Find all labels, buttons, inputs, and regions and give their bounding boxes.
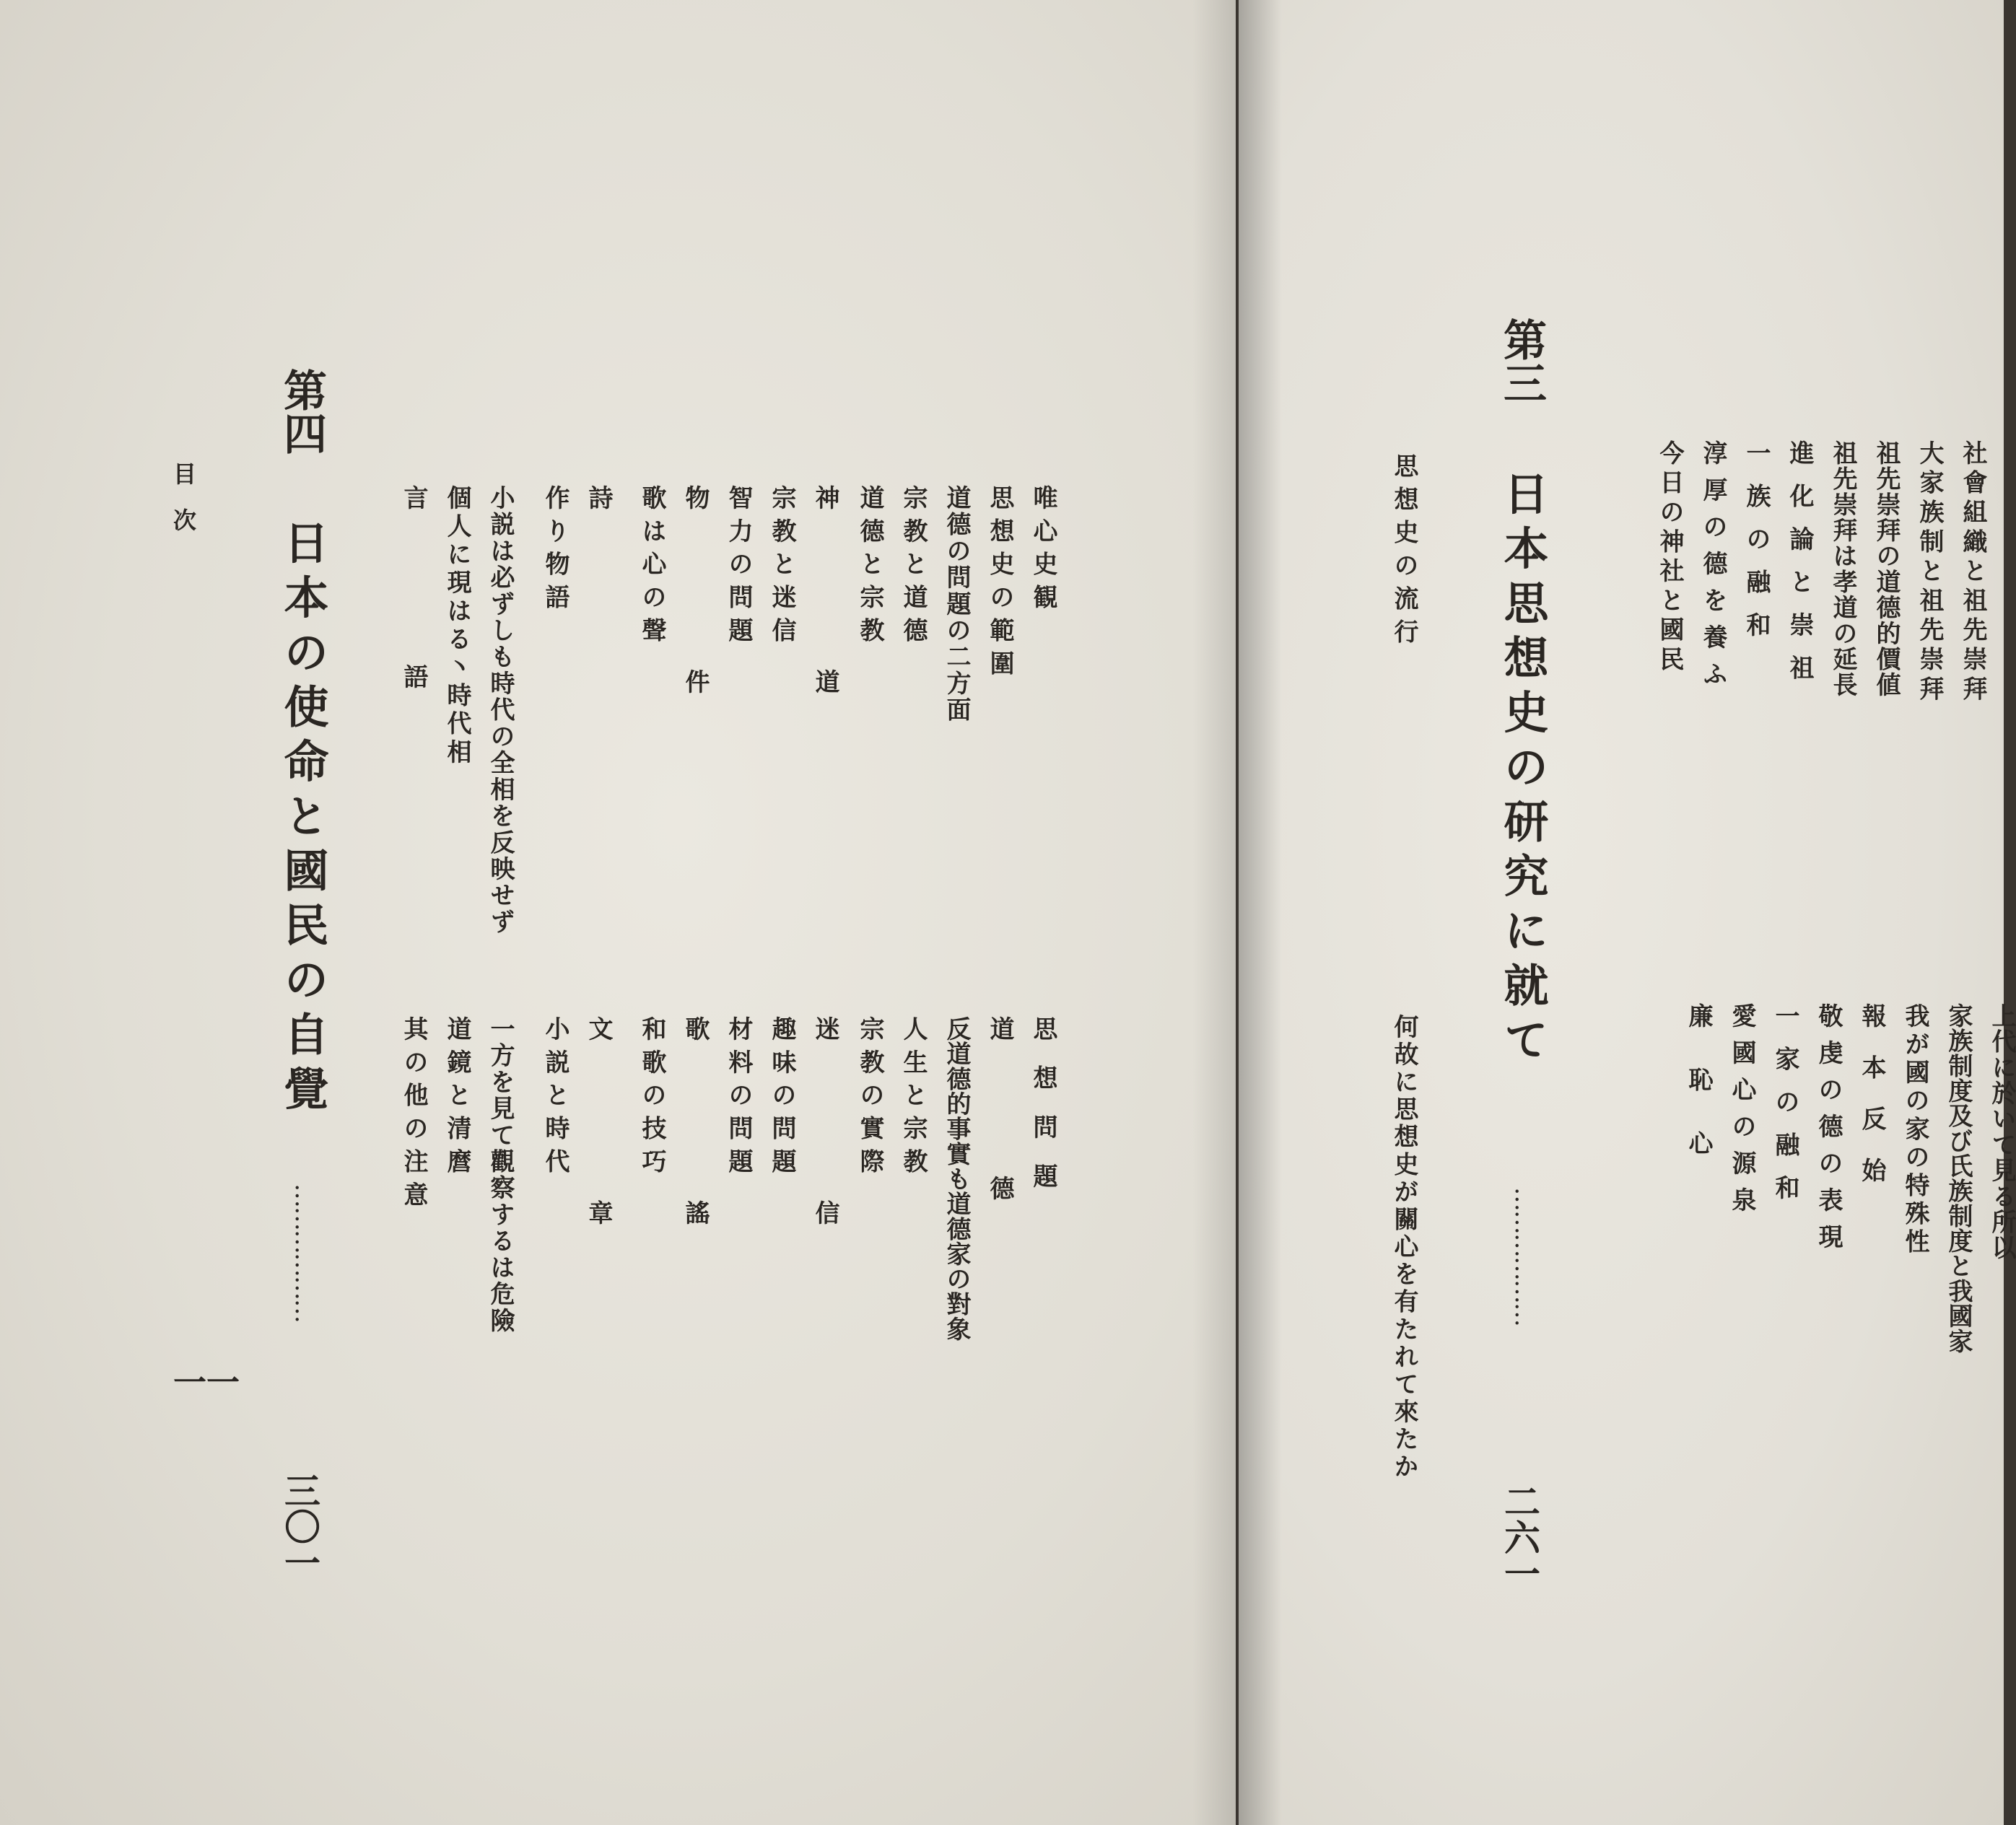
toc-item: 宗教と道德 (899, 485, 928, 651)
toc-item: 宗教の實際 (855, 1016, 884, 1182)
chapter-title: 日本の使命と國民の自覺 (276, 520, 329, 1121)
toc-item: 文章 (584, 1016, 613, 1384)
toc-item: 道德と宗教 (855, 485, 884, 651)
toc-item: 歌は心の聲 (637, 485, 666, 651)
toc-item: 神道 (811, 485, 839, 853)
toc-item: 言語 (399, 485, 428, 844)
chapter-number: 第三 (1496, 318, 1547, 404)
chapter-title: 日本思想史の研究に就て (1496, 471, 1549, 1072)
page-number: 二六一 (1498, 1483, 1541, 1591)
toc-item: 材料の問題 (724, 1016, 753, 1182)
toc-item: 今日の神社と國民 (1655, 440, 1684, 676)
toc-item: 道鏡と清麿 (442, 1016, 471, 1182)
toc-item: 思想史の範圍 (985, 485, 1014, 684)
toc-item: 個人に現はる丶時代相 (442, 485, 471, 767)
dot-leader: ……………… (1509, 1187, 1538, 1326)
toc-item: 迷信 (811, 1016, 839, 1384)
toc-item: 一家の融和 (1771, 1003, 1799, 1218)
toc-item: 趣味の問題 (767, 1016, 796, 1182)
toc-item: 詩 (584, 485, 613, 518)
toc-item: 敬虔の德の表現 (1814, 1003, 1843, 1261)
gutter-shadow (1192, 0, 1236, 1825)
dot-leader: ……………… (289, 1183, 318, 1322)
toc-item: 作り物語 (541, 485, 570, 618)
gutter-shadow (1239, 0, 1282, 1825)
right-page (1239, 0, 2016, 1825)
toc-item: 廉恥心 (1684, 1003, 1713, 1195)
toc-item: 大家族制と祖先崇拜 (1915, 440, 1944, 706)
running-title: 目 次 (170, 462, 197, 531)
toc-item: 和歌の技巧 (637, 1016, 666, 1182)
toc-item: 宗教と迷信 (767, 485, 796, 651)
toc-item: 唯心史観 (1029, 485, 1057, 618)
toc-item: 物件 (681, 485, 710, 853)
toc-item: 思想問題 (1029, 1016, 1057, 1212)
toc-item: 反道德的事實も道德家の對象 (942, 1016, 971, 1342)
chapter-number: 第四 (276, 368, 327, 455)
toc-item: 道德 (985, 1016, 1014, 1335)
toc-item: 道德の問題の二方面 (942, 485, 971, 724)
toc-item: 人生と宗教 (899, 1016, 928, 1182)
toc-item: 歌謠 (681, 1016, 710, 1384)
toc-item: 祖先崇拜の道德的價値 (1872, 440, 1901, 698)
toc-item: 一族の融和 (1742, 440, 1771, 655)
toc-item: 愛國心の源泉 (1727, 1003, 1756, 1224)
section-heading: 何故に思想史が關心を有たれて來たか (1389, 1014, 1418, 1482)
toc-item: 一方を見て觀察するは危險 (486, 1016, 515, 1334)
toc-item: 淳厚の德を養ふ (1698, 440, 1727, 698)
toc-item: 我が國の家の特殊性 (1901, 1003, 1929, 1257)
toc-item: 智力の問題 (724, 485, 753, 651)
toc-item: 祖先崇拜は孝道の延長 (1828, 440, 1857, 698)
toc-item: 報本反始 (1857, 1003, 1886, 1209)
toc-item: 小説は必ずしも時代の全相を反映せず (486, 485, 515, 936)
section-heading: 思想史の流行 (1389, 453, 1418, 652)
toc-item: 社會組織と祖先崇拜 (1958, 440, 1987, 706)
page-number: 三〇一 (279, 1472, 321, 1580)
toc-item: 其の他の注意 (399, 1016, 428, 1215)
toc-item: 上代に於いて見る所以 (1987, 1003, 2016, 1261)
toc-item: 進化論と崇祖 (1785, 440, 1814, 698)
toc-item: 小説と時代 (541, 1016, 570, 1182)
folio: 一一 (173, 1363, 240, 1402)
toc-item: 家族制度及び氏族制度と我國家 (1944, 1003, 1973, 1354)
